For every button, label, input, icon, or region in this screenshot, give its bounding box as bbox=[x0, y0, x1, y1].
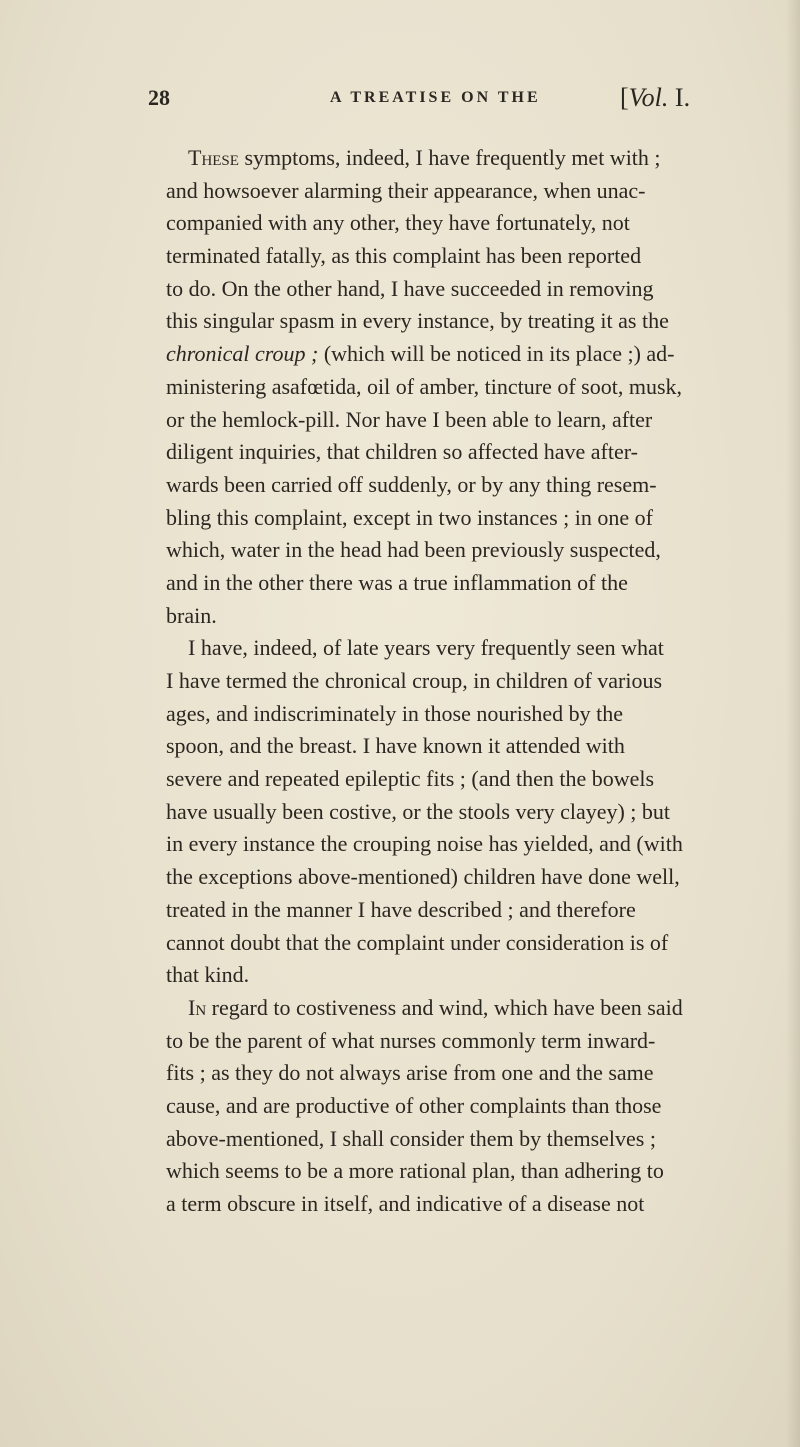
text-line: I have, indeed, of late years very frequently seen what bbox=[188, 635, 664, 661]
text-line: this singular spasm in every instance, by treating it as the bbox=[166, 308, 669, 334]
text-line: bling this complaint, except in two instances ; in one of bbox=[166, 504, 653, 530]
text-line: or the hemlock-pill. Nor have I been able to learn, after bbox=[166, 406, 653, 432]
text-line: have usually been costive, or the stools very clayey) ; but bbox=[166, 798, 671, 824]
italic-term: chronical croup ; bbox=[166, 341, 319, 367]
text-line: ages, and indiscriminately in those nourished by the bbox=[166, 700, 624, 726]
text-line: chronical croup ; (which will be noticed in its place ;) ad- bbox=[166, 341, 675, 367]
volume-number: I. bbox=[668, 83, 691, 112]
text-line: and howsoever alarming their appearance, when unac- bbox=[166, 177, 646, 203]
text-line: fits ; as they do not always arise from one and the same bbox=[166, 1060, 654, 1086]
body-text bbox=[166, 142, 683, 1221]
page-number: 28 bbox=[148, 85, 170, 110]
text-line: which, water in the head had been previously suspected, bbox=[166, 537, 661, 563]
paragraph-lead: In bbox=[188, 994, 207, 1020]
text-line: I have termed the chronical croup, in children of various bbox=[166, 668, 663, 693]
volume-marker bbox=[620, 83, 690, 113]
text-line: above-mentioned, I shall consider them by themselves ; bbox=[166, 1125, 656, 1151]
text-line: to be the parent of what nurses commonly term inward- bbox=[166, 1027, 656, 1053]
volume-label: Vol. bbox=[628, 83, 669, 112]
text-line: cannot doubt that the complaint under consideration is of bbox=[166, 929, 669, 955]
text-line: spoon, and the breast. I have known it attended with bbox=[166, 733, 625, 759]
text-line: in every instance the crouping noise has yielded, and (with bbox=[166, 831, 683, 857]
text-line: cause, and are productive of other complaints than those bbox=[166, 1092, 662, 1118]
text-line: terminated fatally, as this complaint has been reported bbox=[166, 243, 642, 269]
text-line: companied with any other, they have fortunately, not bbox=[166, 210, 630, 236]
text-line: wards been carried off suddenly, or by any thing resem- bbox=[166, 471, 657, 497]
paragraph-lead: These bbox=[188, 145, 239, 170]
text-line: ministering asafœtida, oil of amber, tincture of soot, musk, bbox=[166, 373, 683, 399]
page-header bbox=[148, 83, 783, 117]
text-line: that kind. bbox=[166, 962, 250, 988]
running-head: A TREATISE ON THE bbox=[330, 89, 541, 106]
text-line: a term obscure in itself, and indicative of a disease not bbox=[166, 1191, 645, 1216]
text-line: These symptoms, indeed, I have frequently met with ; bbox=[188, 145, 661, 170]
text-line: severe and repeated epileptic fits ; (and then the bowels bbox=[166, 766, 655, 792]
volume-bracket: [ bbox=[620, 83, 629, 112]
text-line: diligent inquiries, that children so affected have after- bbox=[166, 439, 638, 465]
page-edge-shadow bbox=[786, 0, 800, 1447]
text-line: to do. On the other hand, I have succeeded in removing bbox=[166, 275, 654, 301]
text-line: which seems to be a more rational plan, than adhering to bbox=[166, 1158, 664, 1184]
text-line: In regard to costiveness and wind, which have been said bbox=[188, 994, 683, 1020]
text-line: and in the other there was a true inflammation of the bbox=[166, 569, 628, 595]
text-line: brain. bbox=[166, 602, 217, 628]
text-line: treated in the manner I have described ; and therefore bbox=[166, 896, 636, 922]
text-line: the exceptions above-mentioned) children have done well, bbox=[166, 864, 680, 890]
